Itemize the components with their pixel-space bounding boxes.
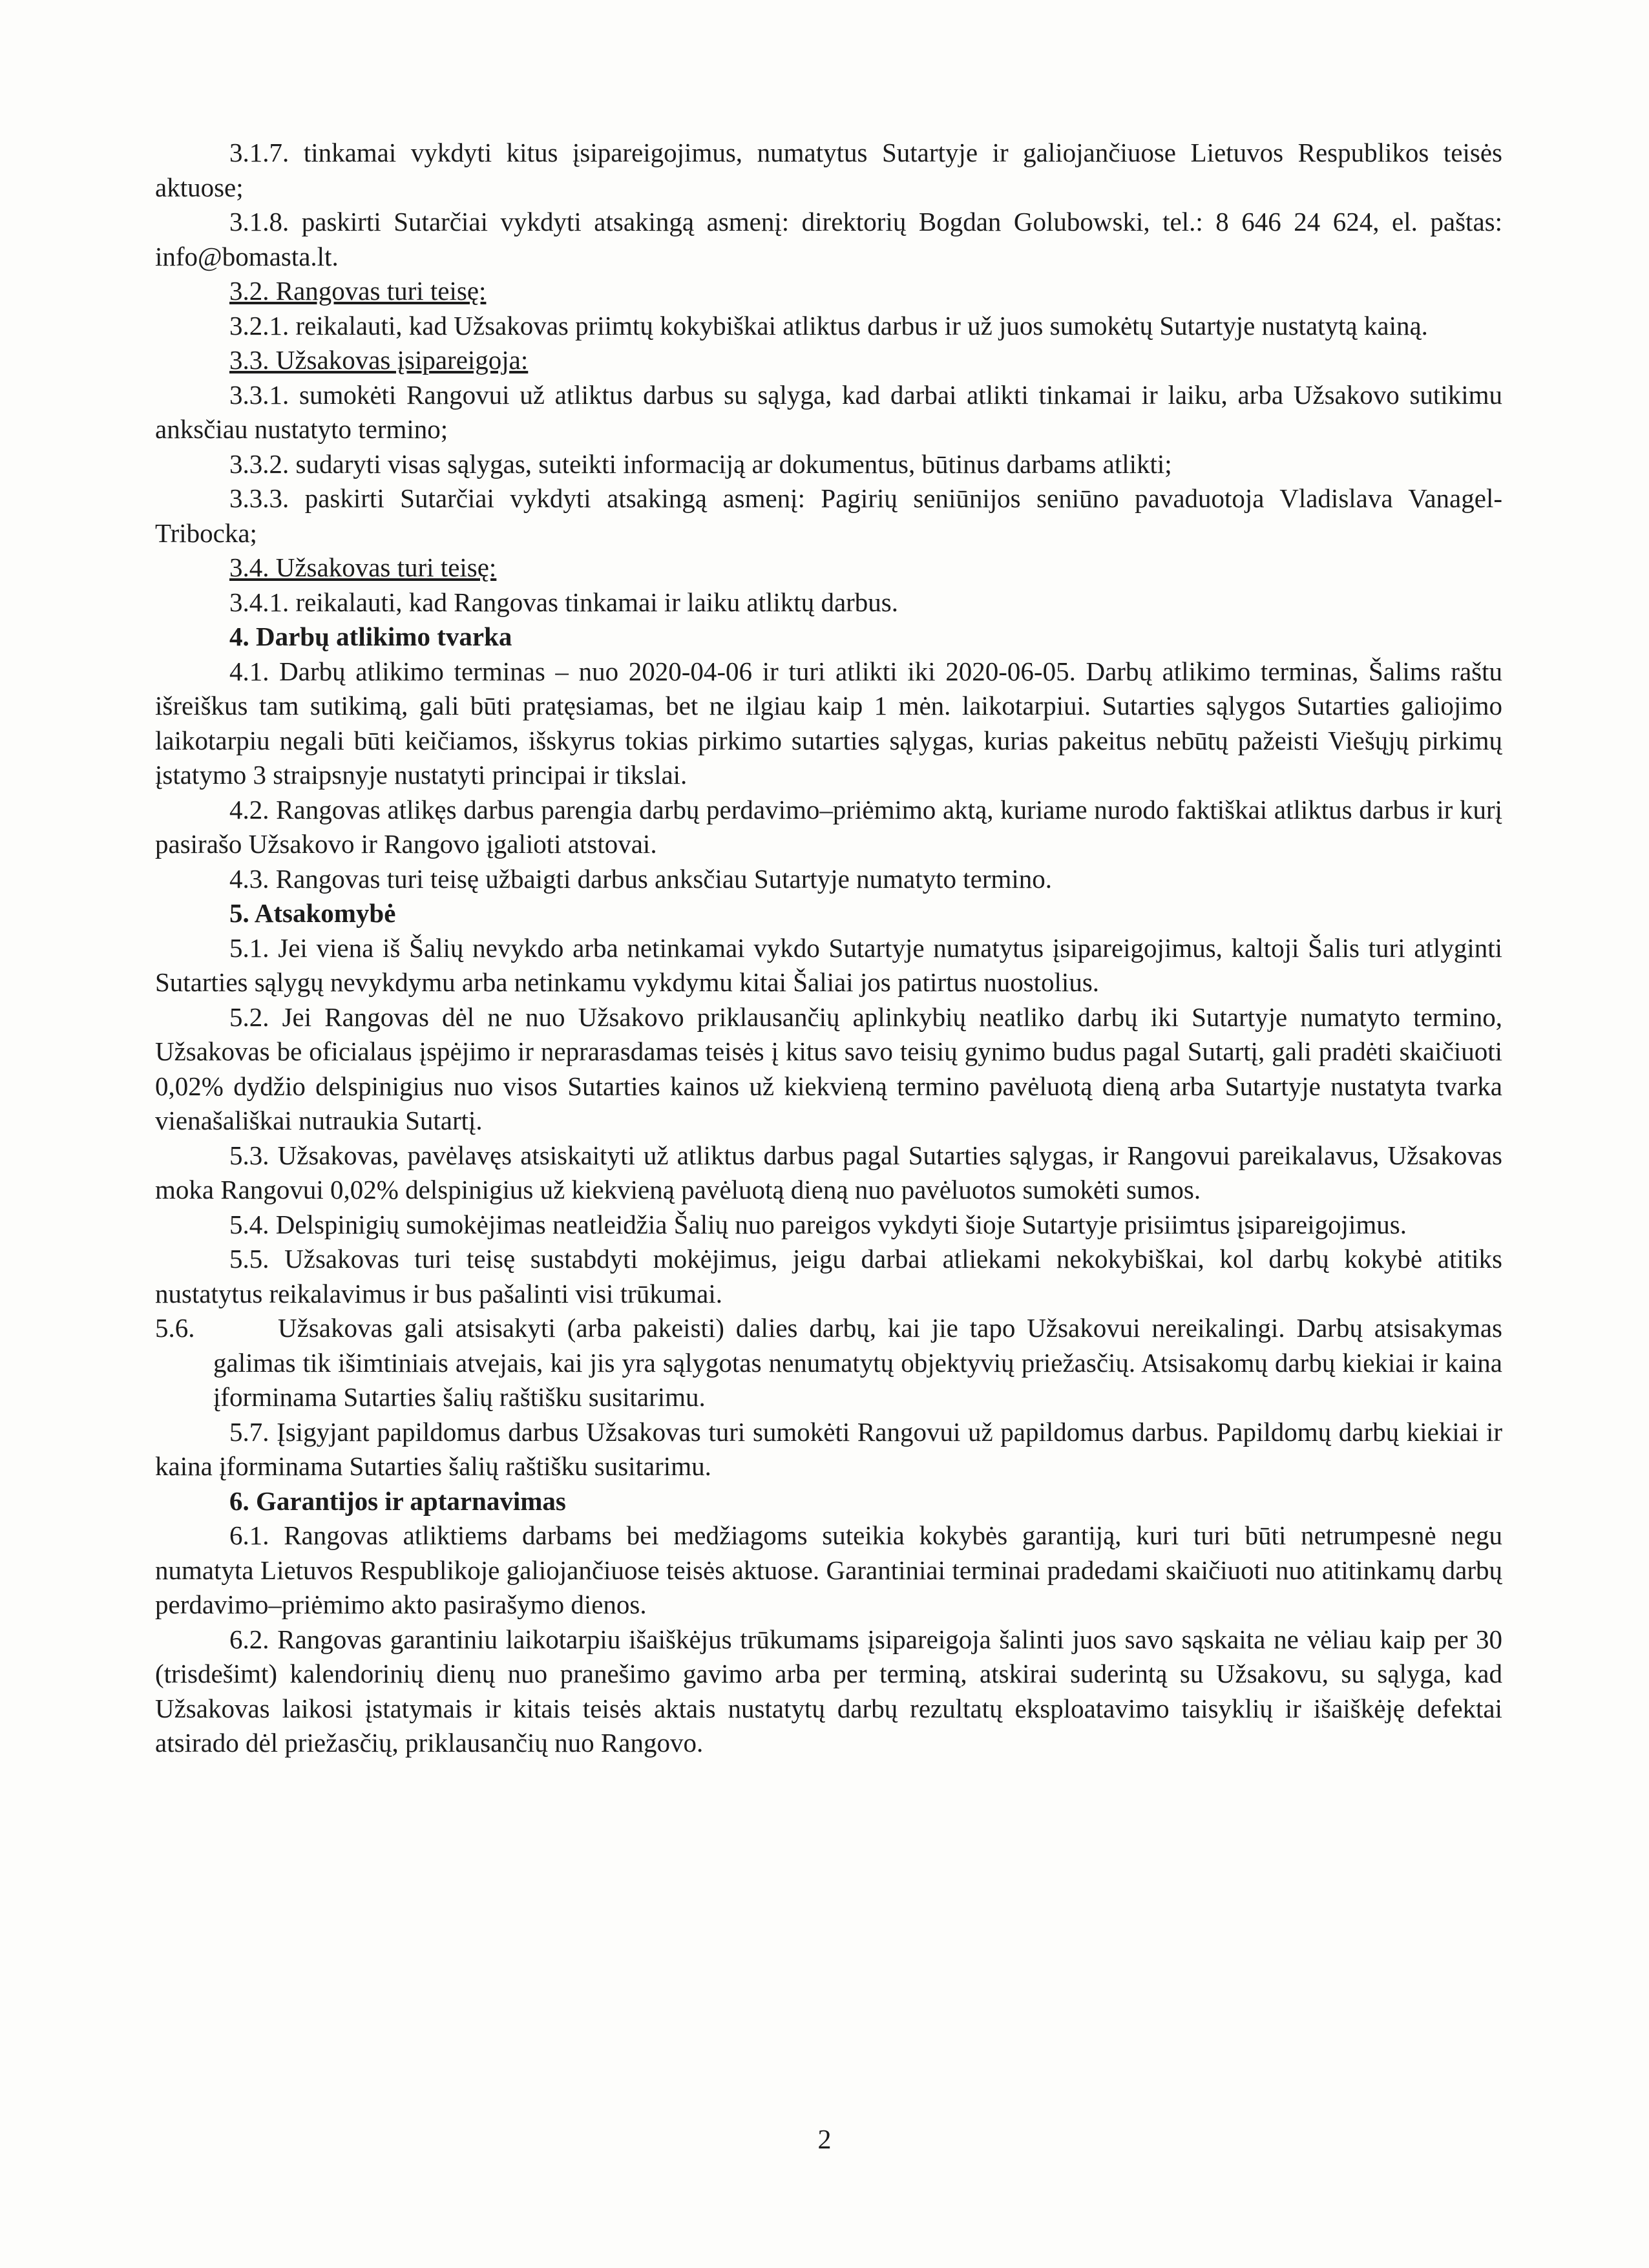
clause-3-3-1: 3.3.1. sumokėti Rangovui už atliktus darbus su sąlyga, kad darbai atlikti tinkamai ir laiku, arba Užsakovo sutikimu anksčiau nustatyto termino; [155, 379, 1502, 444]
clause-6-2: 6.2. Rangovas garantiniu laikotarpiu išaiškėjus trūkumams įsipareigoja šalinti juos savo sąskaita ne vėliau kaip per 30 (trisdešimt) kalendorinių dienų nuo pranešimo gavimo arba per terminą, atskirai suderintą su Užsakovu, su sąlyga, kad Užsakovas laikosi įstatymais ir kitais teisės aktais nustatytų darbų rezultatų eksploatavimo taisyklių ir išaiškėję defektai atsirado dėl priežasčių, priklausančių nuo Rangovo. [155, 1624, 1502, 1758]
clause-5-4: 5.4. Delspinigių sumokėjimas neatleidžia Šalių nuo pareigos vykdyti šioje Sutartyje prisiimtus įsipareigojimus. [229, 1209, 1407, 1239]
clause-5-6-text: Užsakovas gali atsisakyti (arba pakeisti) dalies darbų, kai jie tapo Užsakovui nereikalingi. Darbų atsisakymas galimas tik išimtiniais atvejais, kai jis yra sąlygotas nenumatytų objektyvių priežasčių. Atsisakomų darbų kiekiai ir kaina įforminama Sutarties šalių raštišku susitarimu. [213, 1313, 1502, 1412]
clause-4-1: 4.1. Darbų atlikimo terminas – nuo 2020-04-06 ir turi atlikti iki 2020-06-05. Darbų atlikimo terminas, Šalims raštu išreiškus tam sutikimą, gali būti pratęsiamas, bet ne ilgiau kaip 1 mėn. laikotarpiui. Sutarties sąlygos Sutarties galiojimo laikotarpiu negali būti keičiamos, išskyrus tokias pirkimo sutarties sąlygas, kurias pakeitus nebūtų pažeisti Viešųjų pirkimų įstatymo 3 straipsnyje nustatyti principai ir tikslai. [155, 656, 1502, 790]
subheading-3-4-text: 3.4. Užsakovas turi teisę: [229, 552, 497, 582]
document-body [155, 136, 1502, 1761]
clause-6-1: 6.1. Rangovas atliktiems darbams bei medžiagoms suteikia kokybės garantiją, kuri turi būti netrumpesnė negu numatyta Lietuvos Respublikoje galiojančiuose teisės aktuose. Garantiniai terminai pradedami skaičiuoti nuo atitinkamų darbų perdavimo–priėmimo akto pasirašymo dienos. [155, 1520, 1502, 1619]
clause-3-4-1: 3.4.1. reikalauti, kad Rangovas tinkamai ir laiku atliktų darbus. [229, 587, 899, 617]
subheading-3-4 [155, 551, 1502, 585]
clause-5-6-number: 5.6. [155, 1313, 195, 1343]
section-heading-5: 5. Atsakomybė [229, 898, 396, 928]
subheading-3-3-text: 3.3. Užsakovas įsipareigoja: [229, 345, 529, 375]
clause-3-2-1: 3.2.1. reikalauti, kad Užsakovas priimtų kokybiškai atliktus darbus ir už juos sumokėtų Sutartyje nustatytą kainą. [229, 310, 1428, 341]
clause-3-3-2: 3.3.2. sudaryti visas sąlygas, suteikti informaciją ar dokumentus, būtinus darbams atlikti; [229, 448, 1172, 479]
clause-5-3: 5.3. Užsakovas, pavėlavęs atsiskaityti už atliktus darbus pagal Sutarties sąlygas, ir Rangovui pareikalavus, Užsakovas moka Rangovui 0,02% delspinigius už kiekvieną pavėluotą dieną nuo pavėluotos sumokėti sumos. [155, 1140, 1502, 1204]
clause-4-3: 4.3. Rangovas turi teisę užbaigti darbus anksčiau Sutartyje numatyto termino. [229, 863, 1053, 894]
page-number: 2 [817, 2125, 832, 2155]
section-heading-4: 4. Darbų atlikimo tvarka [229, 622, 512, 651]
clause-4-2: 4.2. Rangovas atlikęs darbus parengia darbų perdavimo–priėmimo aktą, kuriame nurodo faktiškai atliktus darbus ir kurį pasirašo Užsakovo ir Rangovo įgalioti atstovai. [155, 794, 1502, 859]
subheading-3-2 [155, 274, 1502, 309]
clause-5-6 [155, 1311, 1502, 1415]
clause-5-2: 5.2. Jei Rangovas dėl ne nuo Užsakovo priklausančių aplinkybių neatliko darbų iki Sutartyje numatyto termino, Užsakovas be oficialaus įspėjimo ir neprarasdamas teisės į kitus savo teisių gynimo budus pagal Sutartį, gali pradėti skaičiuoti 0,02% dydžio delspinigius nuo visos Sutarties kainos už kiekvieną termino pavėluotą dieną arba Sutartyje nustatyta tvarka vienašališkai nutraukia Sutartį. [155, 1002, 1502, 1135]
clause-5-1: 5.1. Jei viena iš Šalių nevykdo arba netinkamai vykdo Sutartyje numatytus įsipareigojimus, kaltoji Šalis turi atlyginti Sutarties sąlygų nevykdymu arba netinkamu vykdymu kitai Šaliai jos patirtus nuostolius. [155, 932, 1502, 997]
clause-3-1-7: 3.1.7. tinkamai vykdyti kitus įsipareigojimus, numatytus Sutartyje ir galiojančiuose Lietuvos Respublikos teisės aktuose; [155, 138, 1502, 202]
clause-3-1-8: 3.1.8. paskirti Sutarčiai vykdyti atsakingą asmenį: direktorių Bogdan Golubowski, tel.: 8 646 24 624, el. paštas: info@bomasta.lt. [155, 207, 1502, 271]
subheading-3-3 [155, 343, 1502, 378]
clause-3-3-3: 3.3.3. paskirti Sutarčiai vykdyti atsakingą asmenį: Pagirių seniūnijos seniūno pavaduotoja Vladislava Vanagel-Tribocka; [155, 483, 1502, 548]
clause-5-7: 5.7. Įsigyjant papildomus darbus Užsakovas turi sumokėti Rangovui už papildomus darbus. Papildomų darbų kiekiai ir kaina įforminama Sutarties šalių raštišku susitarimu. [155, 1416, 1502, 1481]
section-heading-6: 6. Garantijos ir aptarnavimas [229, 1486, 566, 1516]
clause-5-5: 5.5. Užsakovas turi teisę sustabdyti mokėjimus, jeigu darbai atliekami nekokybiškai, kol darbų kokybė atitiks nustatytus reikalavimus ir bus pašalinti visi trūkumai. [155, 1244, 1502, 1308]
subheading-3-2-text: 3.2. Rangovas turi teisę: [229, 276, 487, 306]
